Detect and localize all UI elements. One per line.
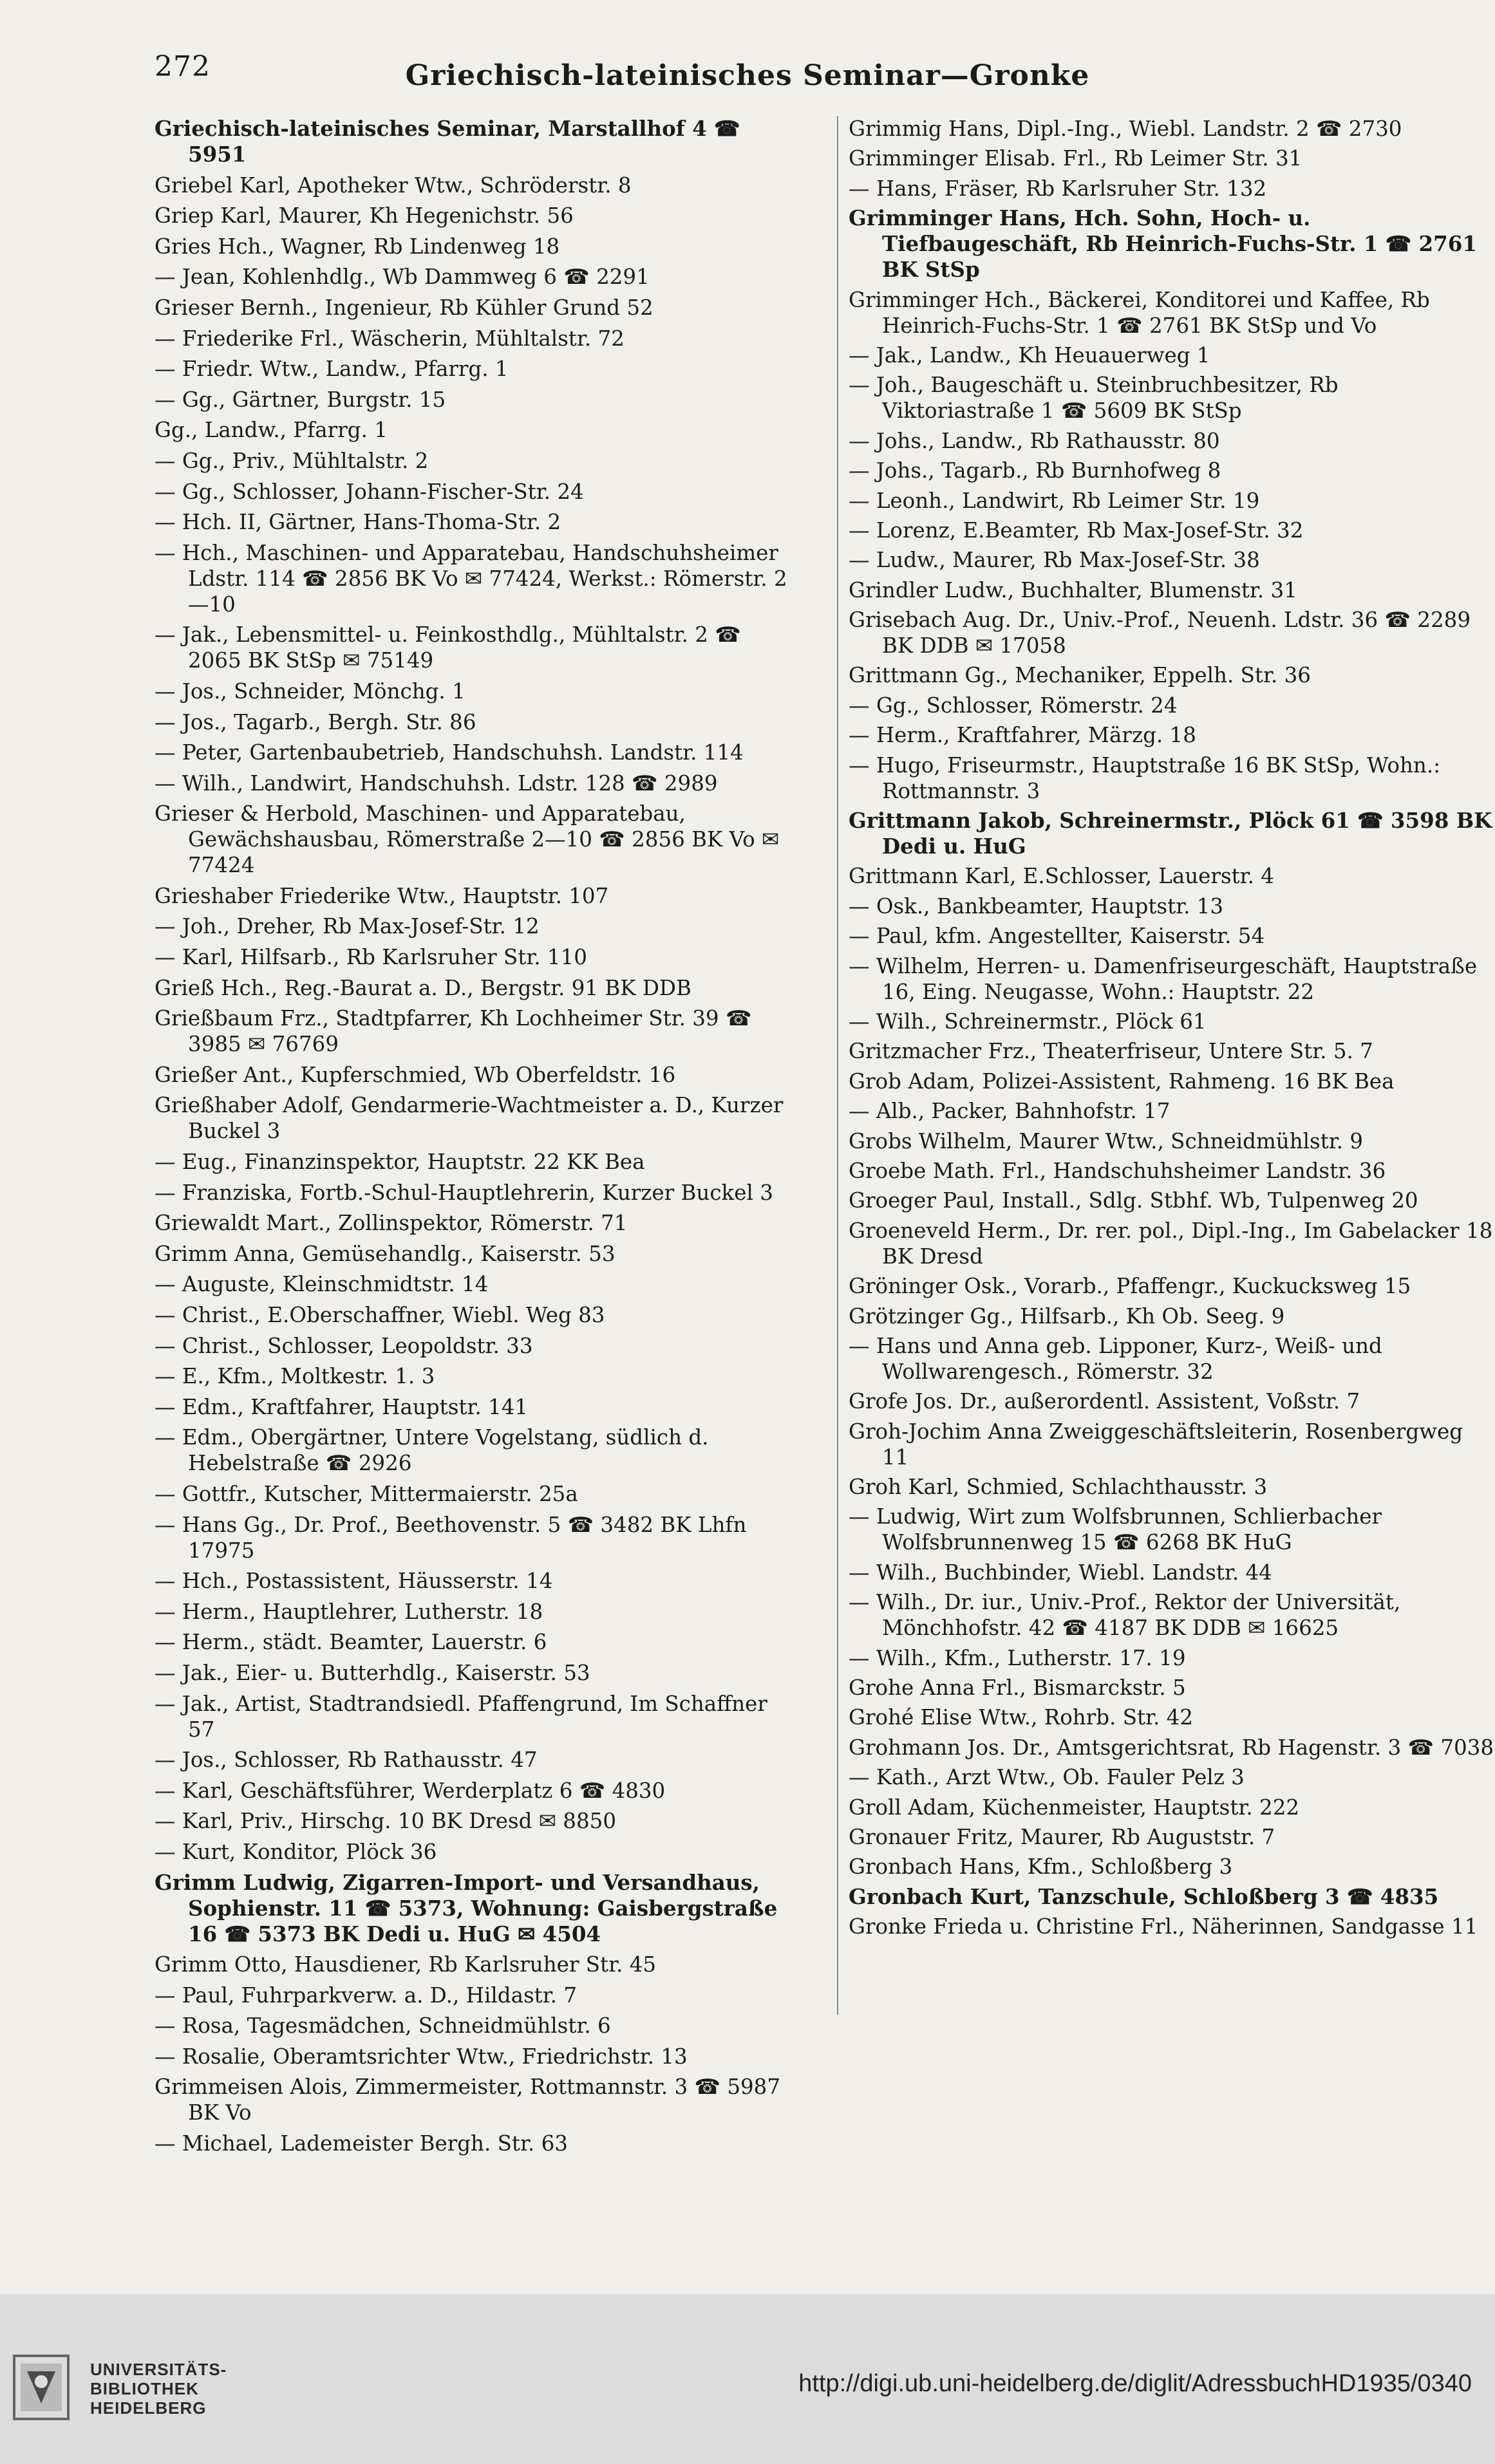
directory-entry: Grießhaber Adolf, Gendarmerie-Wachtmeister a. D., Kurzer Buckel 3 (155, 1093, 784, 1144)
directory-entry: Grob Adam, Polizei-Assistent, Rahmeng. 16 BK Bea (849, 1069, 1395, 1094)
directory-entry: Gritzmacher Frz., Theaterfriseur, Untere Str. 5. 7 (849, 1039, 1373, 1064)
directory-entry: — Wilhelm, Herren- u. Damenfriseurgeschäft, Hauptstraße 16, Eing. Neugasse, Wohn.: Hauptstr. 22 (849, 953, 1478, 1004)
directory-entry: — Jean, Kohlenhdlg., Wb Dammweg 6 ☎ 2291 (155, 265, 650, 290)
library-name-line: UNIVERSITÄTS- (90, 2360, 227, 2379)
directory-entry: — Jak., Eier- u. Butterhdlg., Kaiserstr. 53 (155, 1660, 590, 1685)
directory-entry: — Michael, Lademeister Bergh. Str. 63 (155, 2131, 568, 2156)
directory-entry: Grieß Hch., Reg.-Baurat a. D., Bergstr. 91 BK DDB (155, 975, 691, 1000)
directory-entry: Groeneveld Herm., Dr. rer. pol., Dipl.-Ing., Im Gabelacker 18 BK Dresd (849, 1218, 1493, 1269)
directory-entry: — Herm., Hauptlehrer, Lutherstr. 18 (155, 1599, 543, 1624)
directory-entry: Grießbaum Frz., Stadtpfarrer, Kh Lochheimer Str. 39 ☎ 3985 ✉ 76769 (155, 1006, 752, 1057)
directory-entry: Grimm Otto, Hausdiener, Rb Karlsruher Str. 45 (155, 1952, 657, 1977)
directory-entry: — Kath., Arzt Wtw., Ob. Fauler Pelz 3 (849, 1765, 1245, 1790)
directory-entry: — Peter, Gartenbaubetrieb, Handschuhsh. Landstr. 114 (155, 740, 744, 765)
directory-entry: — Johs., Landw., Rb Rathausstr. 80 (849, 428, 1220, 453)
directory-entry: — Edm., Kraftfahrer, Hauptstr. 141 (155, 1394, 529, 1419)
directory-entry: Groebe Math. Frl., Handschuhsheimer Landstr. 36 (849, 1158, 1386, 1183)
directory-entry: Grindler Ludw., Buchhalter, Blumenstr. 31 (849, 577, 1297, 602)
left-column (155, 116, 798, 2161)
directory-entry: Gg., Landw., Pfarrg. 1 (155, 418, 388, 443)
directory-entry: — E., Kfm., Moltkestr. 1. 3 (155, 1364, 435, 1389)
directory-entry: Griewaldt Mart., Zollinspektor, Römerstr. 71 (155, 1211, 628, 1236)
directory-entry: — Rosa, Tagesmädchen, Schneidmühlstr. 6 (155, 2013, 611, 2039)
directory-entry: — Gg., Priv., Mühltalstr. 2 (155, 448, 429, 473)
directory-entry: — Wilh., Buchbinder, Wiebl. Landstr. 44 (849, 1560, 1272, 1585)
directory-entry: Groh Karl, Schmied, Schlachthausstr. 3 (849, 1475, 1268, 1500)
directory-entry: — Gottfr., Kutscher, Mittermaierstr. 25a (155, 1481, 578, 1506)
directory-entry: — Johs., Tagarb., Rb Burnhofweg 8 (849, 458, 1221, 483)
directory-entry: — Franziska, Fortb.-Schul-Hauptlehrerin, Kurzer Buckel 3 (155, 1180, 773, 1205)
directory-entry: — Osk., Bankbeamter, Hauptstr. 13 (849, 893, 1224, 919)
library-name-line: HEIDELBERG (90, 2398, 207, 2418)
directory-entry: — Hans, Fräser, Rb Karlsruher Str. 132 (849, 176, 1267, 201)
directory-entry: — Jos., Schneider, Mönchg. 1 (155, 678, 465, 704)
directory-entry: Gronauer Fritz, Maurer, Rb Auguststr. 7 (849, 1824, 1275, 1849)
directory-entry: Grieshaber Friederike Wtw., Hauptstr. 107 (155, 883, 609, 908)
directory-entry: — Lorenz, E.Beamter, Rb Max-Josef-Str. 32 (849, 518, 1304, 543)
directory-entry: — Joh., Baugeschäft u. Steinbruchbesitzer, Rb Viktoriastraße 1 ☎ 5609 BK StSp (849, 373, 1339, 424)
library-name (90, 2360, 227, 2418)
directory-entry: — Karl, Priv., Hirschg. 10 BK Dresd ✉ 8850 (155, 1809, 617, 1834)
directory-entry: — Ludwig, Wirt zum Wolfsbrunnen, Schlierbacher Wolfsbrunnenweg 15 ☎ 6268 BK HuG (849, 1504, 1382, 1555)
directory-entry: Griep Karl, Maurer, Kh Hegenichstr. 56 (155, 203, 574, 229)
directory-entry: Grohé Elise Wtw., Rohrb. Str. 42 (849, 1705, 1194, 1730)
directory-entry: — Eug., Finanzinspektor, Hauptstr. 22 KK Bea (155, 1150, 645, 1175)
directory-entry: — Leonh., Landwirt, Rb Leimer Str. 19 (849, 488, 1260, 513)
footer-bar (0, 2294, 1495, 2464)
directory-entry: — Jos., Tagarb., Bergh. Str. 86 (155, 709, 476, 734)
directory-entry: Griechisch-lateinisches Seminar, Marstallhof 4 ☎ 5951 (155, 116, 740, 167)
directory-entry: — Edm., Obergärtner, Untere Vogelstang, südlich d. Hebelstraße ☎ 2926 (155, 1425, 709, 1476)
directory-entry: Gronbach Hans, Kfm., Schloßberg 3 (849, 1854, 1233, 1880)
directory-entry: — Ludw., Maurer, Rb Max-Josef-Str. 38 (849, 548, 1260, 573)
directory-entry: Grimminger Hch., Bäckerei, Konditorei und Kaffee, Rb Heinrich-Fuchs-Str. 1 ☎ 2761 BK StSp und Vo (849, 287, 1430, 338)
directory-entry: Grötzinger Gg., Hilfsarb., Kh Ob. Seeg. 9 (849, 1303, 1285, 1329)
directory-entry: Grisebach Aug. Dr., Univ.-Prof., Neuenh. Ldstr. 36 ☎ 2289 BK DDB ✉ 17058 (849, 608, 1471, 658)
directory-entry: — Hch., Postassistent, Häusserstr. 14 (155, 1569, 553, 1594)
directory-entry: — Rosalie, Oberamtsrichter Wtw., Friedrichstr. 13 (155, 2044, 688, 2069)
directory-entry: Grimmeisen Alois, Zimmermeister, Rottmannstr. 3 ☎ 5987 BK Vo (155, 2075, 781, 2125)
directory-entry: — Joh., Dreher, Rb Max-Josef-Str. 12 (155, 914, 540, 939)
directory-entry: Groll Adam, Küchenmeister, Hauptstr. 222 (849, 1795, 1300, 1820)
page-number: 272 (155, 50, 211, 83)
directory-entry: — Paul, kfm. Angestellter, Kaiserstr. 54 (849, 924, 1265, 949)
directory-entry: — Karl, Hilfsarb., Rb Karlsruher Str. 110 (155, 945, 587, 970)
directory-entry: — Jos., Schlosser, Rb Rathausstr. 47 (155, 1748, 538, 1773)
directory-entry: — Wilh., Dr. iur., Univ.-Prof., Rektor der Universität, Mönchhofstr. 42 ☎ 4187 BK DDB ✉ 16625 (849, 1590, 1401, 1641)
directory-entry: Groh-Jochim Anna Zweiggeschäftsleiterin, Rosenbergweg 11 (849, 1419, 1463, 1470)
library-seal-icon (9, 2352, 73, 2423)
directory-entry: — Herm., Kraftfahrer, Märzg. 18 (849, 723, 1196, 748)
directory-entry: Grimmig Hans, Dipl.-Ing., Wiebl. Landstr. 2 ☎ 2730 (849, 117, 1402, 141)
directory-entry: Grießer Ant., Kupferschmied, Wb Oberfeldstr. 16 (155, 1062, 676, 1087)
directory-entry: Grieser Bernh., Ingenieur, Rb Kühler Grund 52 (155, 295, 653, 320)
directory-entry: Gronbach Kurt, Tanzschule, Schloßberg 3 ☎ 4835 (849, 1883, 1439, 1909)
directory-entry: Grofe Jos. Dr., außerordentl. Assistent, Voßstr. 7 (849, 1389, 1360, 1414)
directory-entry: — Hugo, Friseurmstr., Hauptstraße 16 BK StSp, Wohn.: Rottmannstr. 3 (849, 752, 1441, 803)
directory-entry: — Jak., Landw., Kh Heuauerweg 1 (849, 342, 1210, 368)
library-name-line: BIBLIOTHEK (90, 2379, 199, 2398)
directory-entry: — Friedr. Wtw., Landw., Pfarrg. 1 (155, 357, 509, 382)
source-url-link[interactable]: http://digi.ub.uni-heidelberg.de/diglit/AdressbuchHD1935/0340 (798, 2370, 1472, 2397)
directory-entry: — Hans und Anna geb. Lipponer, Kurz-, Weiß- und Wollwarengesch., Römerstr. 32 (849, 1333, 1382, 1384)
directory-entry: Grimminger Elisab. Frl., Rb Leimer Str. 31 (849, 146, 1302, 171)
directory-entry: — Christ., Schlosser, Leopoldstr. 33 (155, 1333, 533, 1358)
directory-entry: Groeger Paul, Install., Sdlg. Stbhf. Wb, Tulpenweg 20 (849, 1188, 1418, 1213)
directory-entry: Grohmann Jos. Dr., Amtsgerichtsrat, Rb Hagenstr. 3 ☎ 7038 (849, 1735, 1494, 1760)
directory-entry: — Hans Gg., Dr. Prof., Beethovenstr. 5 ☎ 3482 BK Lhfn 17975 (155, 1512, 747, 1563)
directory-entry: Grimm Ludwig, Zigarren-Import- und Versandhaus, Sophienstr. 11 ☎ 5373, Wohnung: Gaisbergstraße 16 ☎ 5373 BK Dedi u. HuG ✉ 4504 (155, 1869, 778, 1946)
directory-entry: — Jak., Artist, Stadtrandsiedl. Pfaffengrund, Im Schaffner 57 (155, 1691, 767, 1742)
directory-entry: — Hch., Maschinen- und Apparatebau, Handschuhsheimer Ldstr. 114 ☎ 2856 BK Vo ✉ 77424, Werkst.: Römerstr. 2—10 (155, 540, 787, 617)
directory-entry: — Herm., städt. Beamter, Lauerstr. 6 (155, 1630, 547, 1655)
directory-entry: Grobs Wilhelm, Maurer Wtw., Schneidmühlstr. 9 (849, 1128, 1364, 1153)
directory-entry: Grittmann Gg., Mechaniker, Eppelh. Str. 36 (849, 663, 1311, 688)
directory-entry: Griebel Karl, Apotheker Wtw., Schröderstr. 8 (155, 173, 632, 198)
directory-entry: — Gg., Schlosser, Römerstr. 24 (849, 693, 1178, 718)
directory-entry: Grimm Anna, Gemüsehandlg., Kaiserstr. 53 (155, 1241, 616, 1266)
directory-entry: — Friederike Frl., Wäscherin, Mühltalstr. 72 (155, 326, 625, 351)
directory-entry: Grittmann Jakob, Schreinermstr., Plöck 61 ☎ 3598 BK Dedi u. HuG (849, 808, 1492, 859)
directory-entry: — Christ., E.Oberschaffner, Wiebl. Weg 83 (155, 1303, 605, 1327)
column-divider (837, 116, 838, 2015)
directory-entry: Gröninger Osk., Vorarb., Pfaffengr., Kuckucksweg 15 (849, 1274, 1411, 1299)
directory-entry: Grimminger Hans, Hch. Sohn, Hoch- u. Tiefbaugeschäft, Rb Heinrich-Fuchs-Str. 1 ☎ 2761 BK StSp (849, 205, 1477, 283)
directory-entry: — Jak., Lebensmittel- u. Feinkosthdlg., Mühltalstr. 2 ☎ 2065 BK StSp ✉ 75149 (155, 622, 741, 673)
directory-entry: — Alb., Packer, Bahnhofstr. 17 (849, 1099, 1171, 1124)
directory-entry: — Wilh., Schreinermstr., Plöck 61 (849, 1009, 1207, 1034)
directory-entry: Gronke Frieda u. Christine Frl., Näherinnen, Sandgasse 11 (849, 1914, 1478, 1939)
running-head: Griechisch-lateinisches Seminar—Gronke (405, 59, 1090, 92)
directory-entry: Gries Hch., Wagner, Rb Lindenweg 18 (155, 234, 560, 259)
directory-entry: — Karl, Geschäftsführer, Werderplatz 6 ☎ 4830 (155, 1778, 666, 1803)
directory-entry: — Kurt, Konditor, Plöck 36 (155, 1839, 437, 1864)
directory-entry: — Paul, Fuhrparkverw. a. D., Hildastr. 7 (155, 1983, 577, 2008)
directory-entry: — Wilh., Kfm., Lutherstr. 17. 19 (849, 1645, 1186, 1670)
directory-entry: — Auguste, Kleinschmidtstr. 14 (155, 1272, 489, 1297)
directory-entry: — Hch. II, Gärtner, Hans-Thoma-Str. 2 (155, 510, 561, 535)
directory-entry: — Gg., Schlosser, Johann-Fischer-Str. 24 (155, 479, 584, 504)
directory-entry: — Gg., Gärtner, Burgstr. 15 (155, 387, 446, 412)
directory-entry: Grieser & Herbold, Maschinen- und Apparatebau, Gewächshausbau, Römerstraße 2—10 ☎ 2856 BK Vo ✉ 77424 (155, 801, 780, 878)
directory-entry: Grittmann Karl, E.Schlosser, Lauerstr. 4 (849, 864, 1274, 889)
right-column (849, 116, 1495, 1944)
directory-entry: — Wilh., Landwirt, Handschuhsh. Ldstr. 128 ☎ 2989 (155, 770, 718, 796)
directory-entry: Grohe Anna Frl., Bismarckstr. 5 (849, 1675, 1186, 1701)
